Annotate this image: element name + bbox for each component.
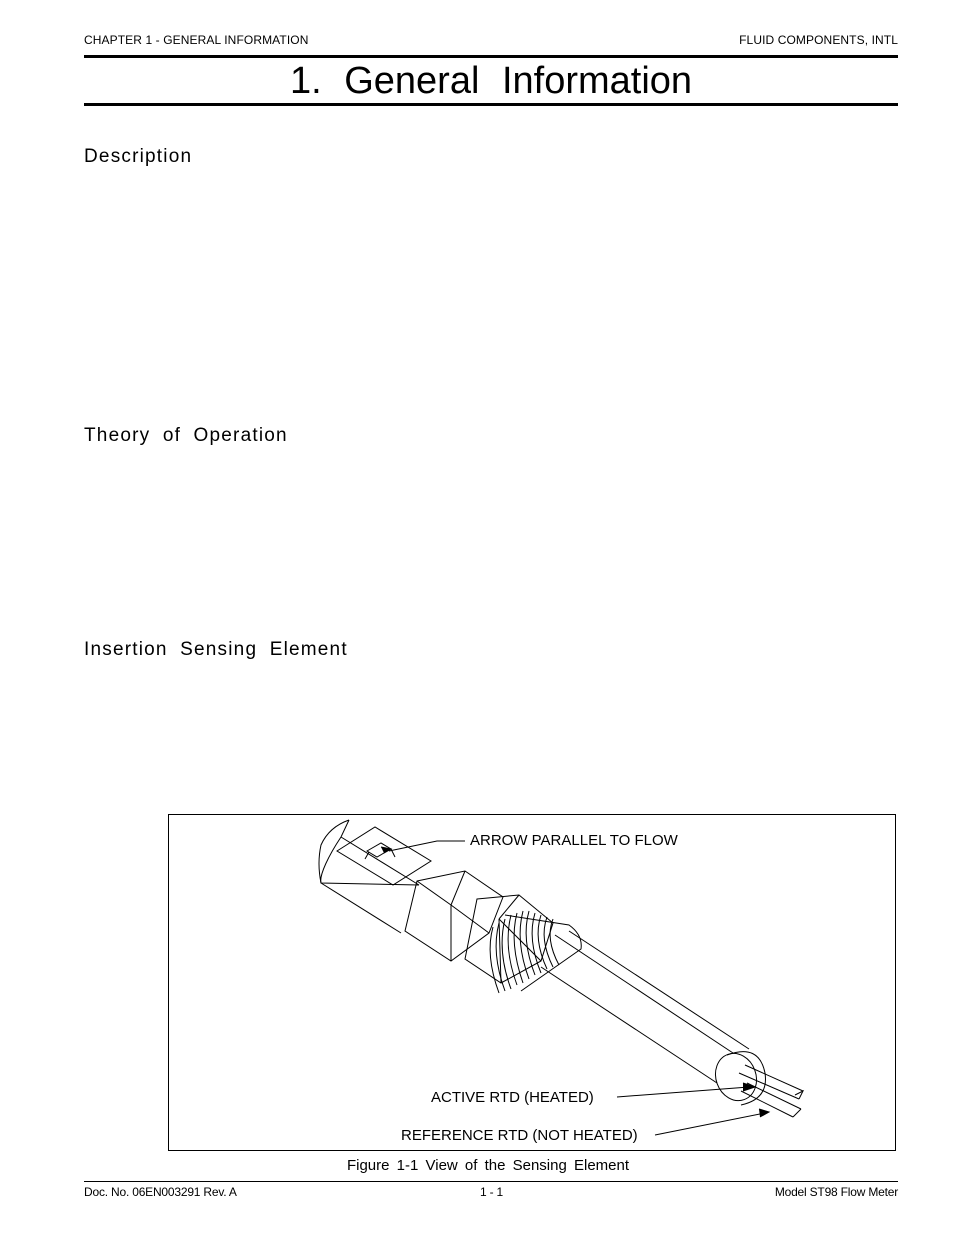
callout-active-rtd: ACTIVE RTD (HEATED) xyxy=(431,1089,594,1106)
running-header-company: FLUID COMPONENTS, INTL xyxy=(739,33,898,47)
running-header-chapter: CHAPTER 1 - GENERAL INFORMATION xyxy=(84,33,309,47)
figure-caption: Figure 1-1 View of the Sensing Element xyxy=(346,1157,630,1174)
header-rule xyxy=(84,55,898,58)
title-rule xyxy=(84,103,898,106)
footer-rule xyxy=(84,1181,898,1182)
footer-model: Model ST98 Flow Meter xyxy=(774,1185,898,1199)
section-heading-theory: Theory of Operation xyxy=(84,425,288,446)
chapter-title: 1. General Information xyxy=(289,60,693,102)
footer-page-number: 1 - 1 xyxy=(480,1185,504,1199)
callout-reference-rtd: REFERENCE RTD (NOT HEATED) xyxy=(401,1127,638,1144)
footer-doc-number: Doc. No. 06EN003291 Rev. A xyxy=(84,1185,237,1199)
figure-sensing-element xyxy=(168,814,896,1151)
section-heading-insertion: Insertion Sensing Element xyxy=(84,639,348,660)
section-heading-description: Description xyxy=(84,146,193,167)
callout-arrow-parallel: ARROW PARALLEL TO FLOW xyxy=(470,832,678,849)
